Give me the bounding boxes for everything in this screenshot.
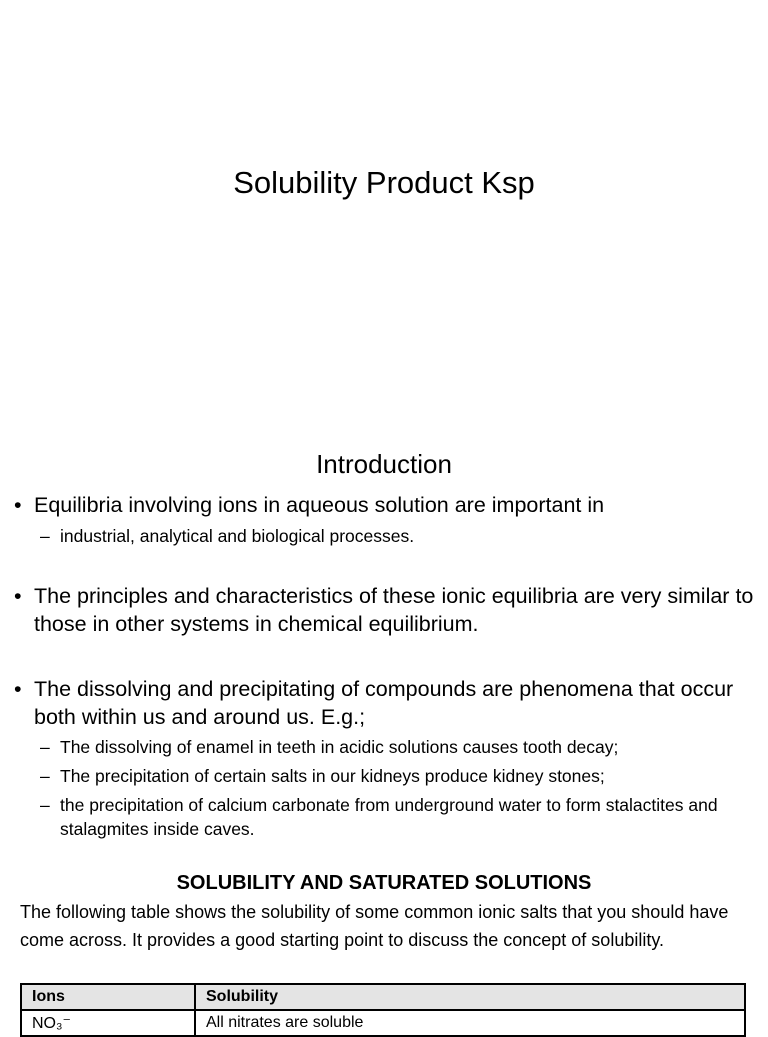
sub-text: The precipitation of certain salts in our kidneys produce kidney stones; — [60, 766, 605, 786]
table-row — [21, 1010, 745, 1036]
sub-text: The dissolving of enamel in teeth in acidic solutions causes tooth decay; — [60, 737, 619, 757]
bullet-item — [14, 492, 754, 520]
sub-item — [40, 764, 760, 788]
bullet-text: The dissolving and precipitating of compounds are phenomena that occur both within us and around us. E.g.; — [34, 677, 734, 729]
dash-marker: – — [40, 737, 50, 757]
solubility-table — [20, 983, 746, 1037]
dash-marker: – — [40, 526, 50, 546]
dash-marker: – — [40, 766, 50, 786]
bullet-marker: • — [14, 493, 22, 517]
table-cell-solubility: All nitrates are soluble — [195, 1010, 745, 1036]
bullet-text: Equilibria involving ions in aqueous solution are important in — [34, 493, 605, 517]
section-paragraph: The following table shows the solubility of some common ionic salts that you should have come across. It provides a good starting point to discuss the concept of solubility. — [20, 902, 729, 950]
column-header-solubility: Solubility — [195, 984, 745, 1010]
column-header-ions: Ions — [21, 984, 195, 1010]
page-title: Solubility Product Ksp — [233, 165, 535, 200]
bullet-item — [14, 676, 754, 731]
sub-text: industrial, analytical and biological processes. — [60, 526, 415, 546]
sub-text: the precipitation of calcium carbonate from underground water to form stalactites and stalagmites inside caves. — [60, 795, 718, 839]
bullet-text: The principles and characteristics of these ionic equilibria are very similar to those in other systems in chemical equilibrium. — [34, 584, 754, 636]
dash-marker: – — [40, 795, 50, 815]
table-cell-ion: NO₃⁻ — [21, 1010, 195, 1036]
sub-item — [40, 735, 760, 759]
section-heading: SOLUBILITY AND SATURATED SOLUTIONS — [176, 872, 592, 894]
sub-item — [40, 524, 760, 548]
intro-heading: Introduction — [316, 449, 452, 479]
bullet-marker: • — [14, 677, 22, 701]
bullet-marker: • — [14, 584, 22, 608]
table-header-row — [21, 984, 745, 1010]
bullet-item — [14, 583, 754, 638]
sub-item — [40, 793, 760, 841]
